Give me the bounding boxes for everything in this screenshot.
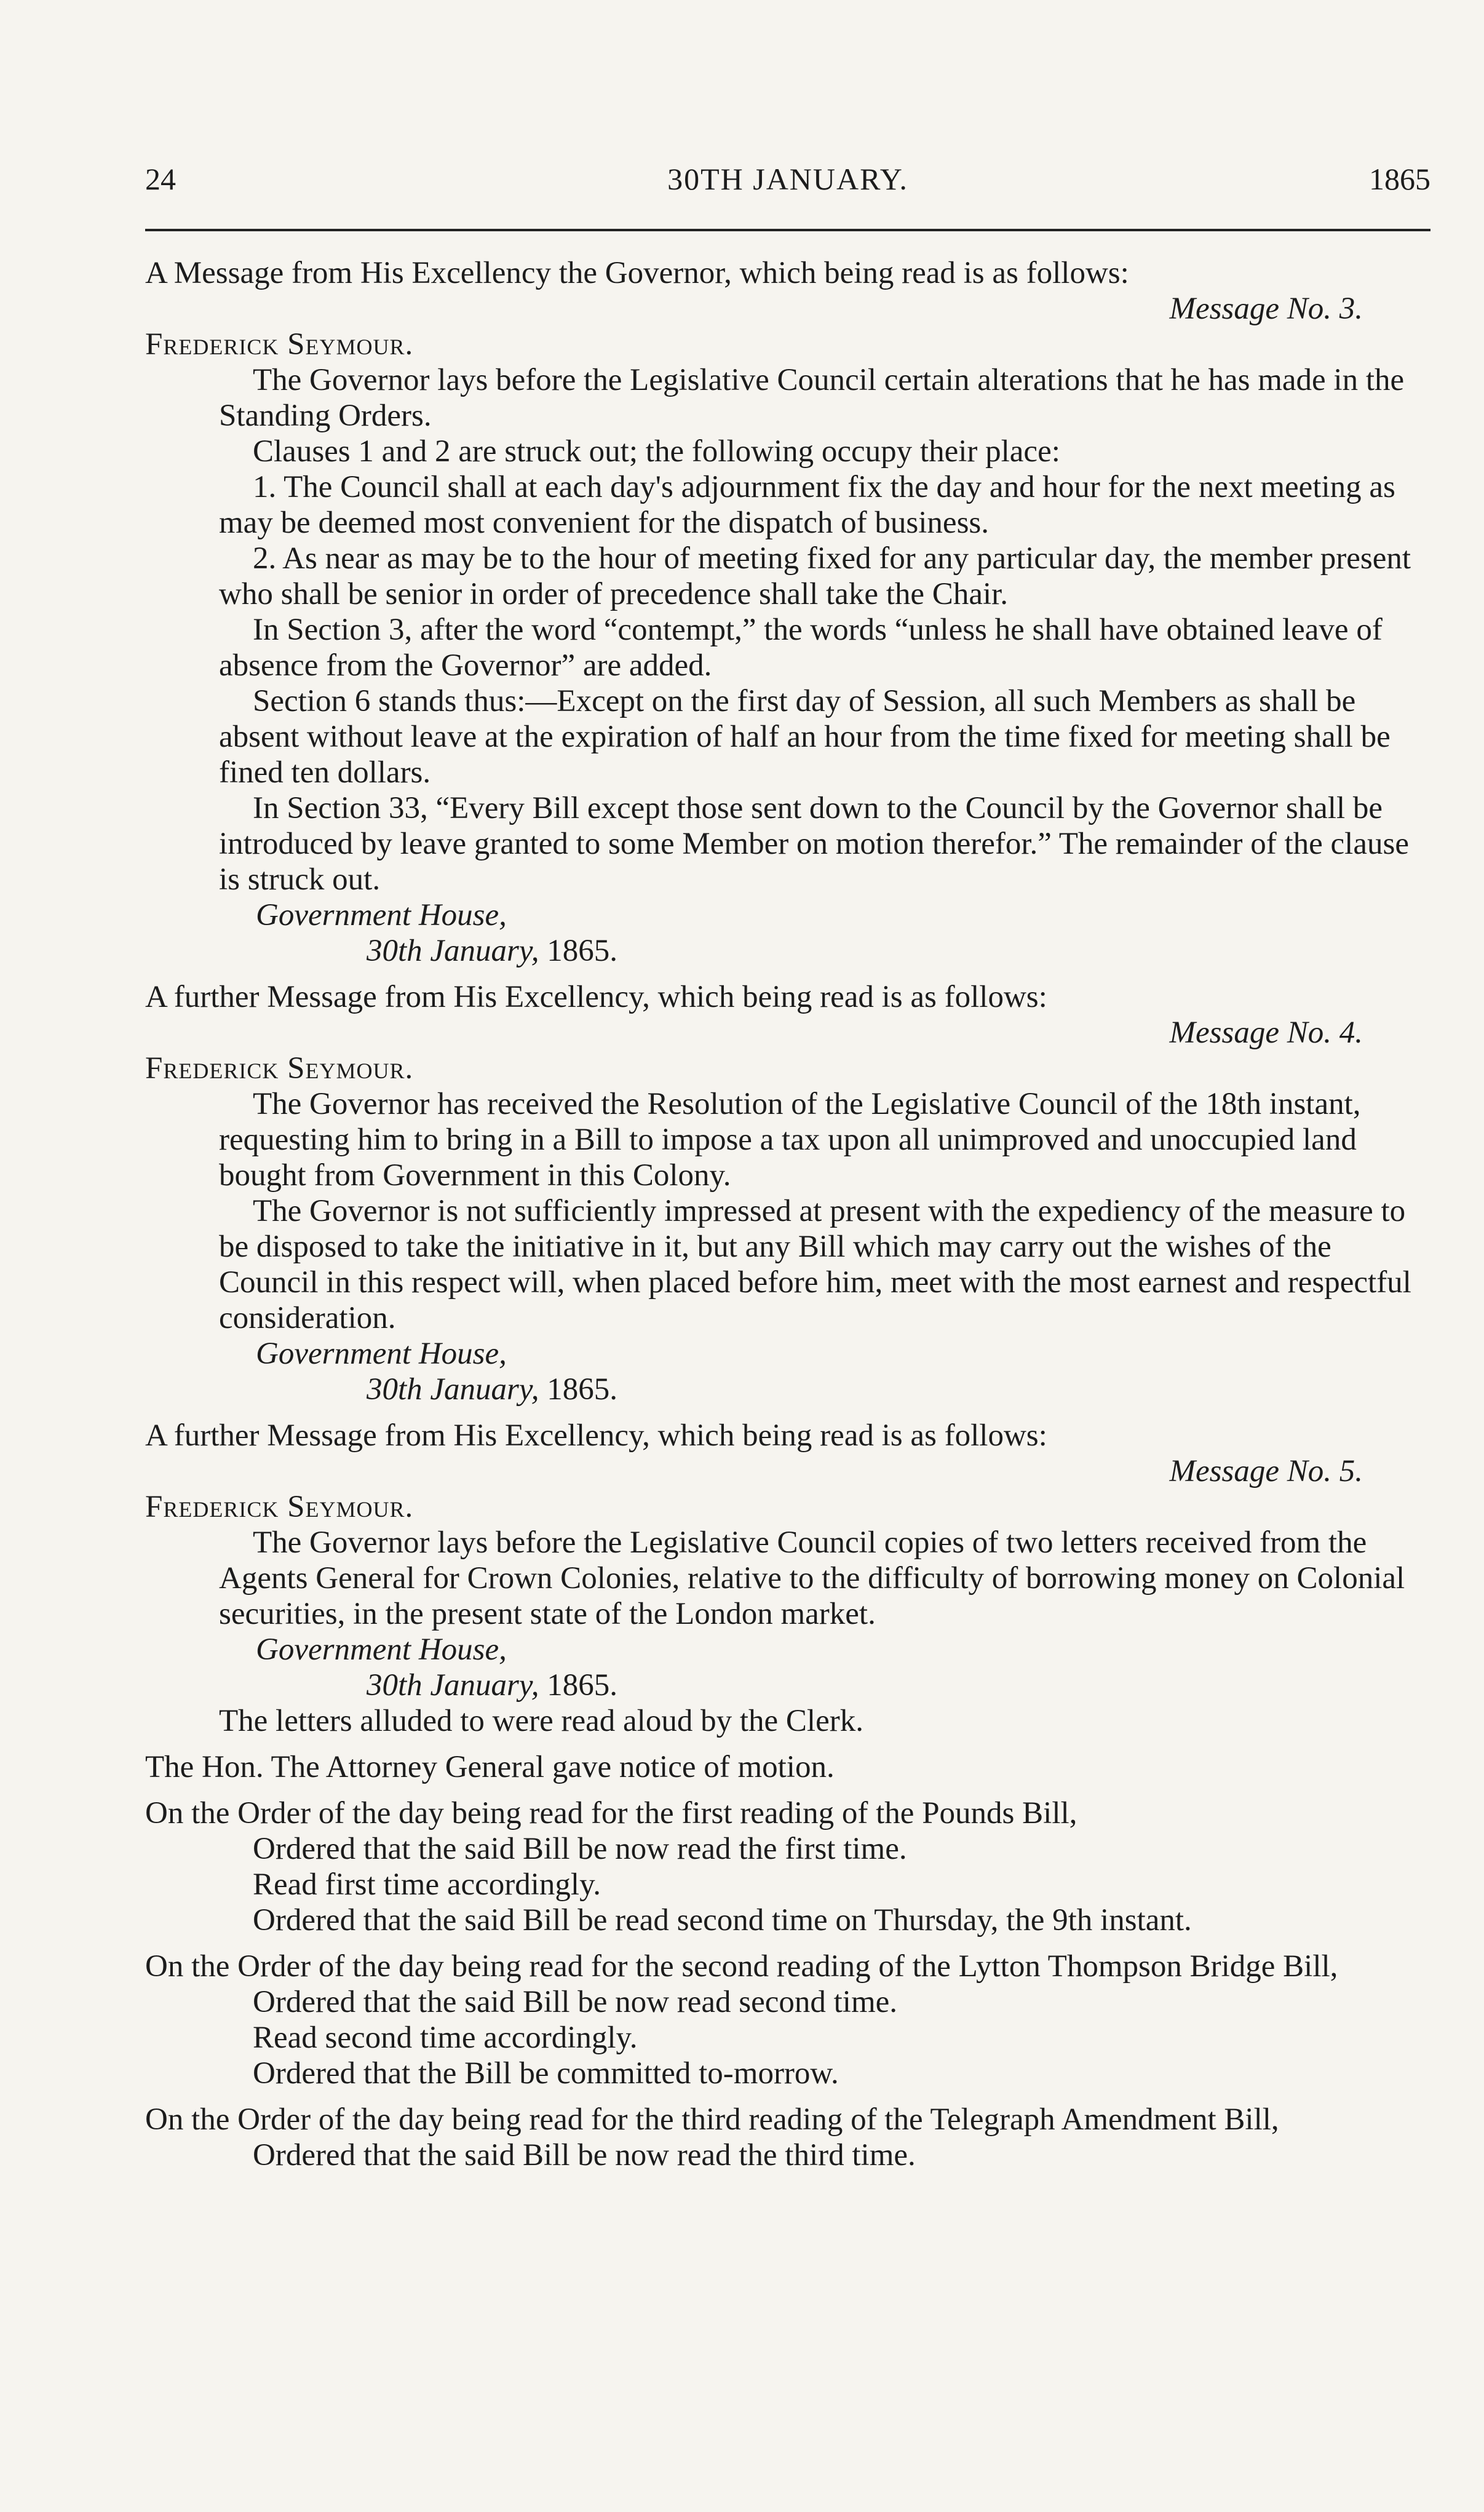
order-heading: On the Order of the day being read for the third reading of the Telegraph Amendment Bill, <box>145 2102 1279 2137</box>
header-rule <box>145 229 1430 231</box>
date-day: 30th January, <box>367 1372 539 1407</box>
message-paragraph: The Governor has received the Resolution of the Legislative Council of the 18th instant, requesting him to bring in a Bill to impose a tax upon all unimproved and unoccupied land bought from Government in this Colony. <box>219 1087 1361 1193</box>
date-day: 30th January, <box>367 934 539 968</box>
message-intro: A further Message from His Excellency, which being read is as follows: <box>145 1418 1047 1453</box>
message-paragraph: Clauses 1 and 2 are struck out; the following occupy their place: <box>253 434 1060 469</box>
signature: Frederick Seymour. <box>145 327 414 362</box>
message-ref: Message No. 3. <box>1169 292 1363 326</box>
order-line: Read second time accordingly. <box>253 2021 638 2055</box>
message-paragraph: The Governor lays before the Legislative Council copies of two letters received from the Agents General for Crown Colonies, relative to the difficulty of borrowing money on Colonial securities, in the present state of the London market. <box>219 1525 1405 1631</box>
notice-text: The Hon. The Attorney General gave notice of motion. <box>145 1750 835 1784</box>
date-line <box>145 933 1430 969</box>
page-title: 30TH JANUARY. <box>667 162 908 196</box>
order-heading: On the Order of the day being read for the second reading of the Lytton Thompson Bridge Bill, <box>145 1949 1338 1984</box>
message-paragraph: Section 6 stands thus:—Except on the first day of Session, all such Members as shall be absent without leave at the expiration of half an hour from the time fixed for meeting shall be fined ten dollars. <box>219 684 1391 790</box>
notice-of-motion <box>145 1749 1430 1785</box>
message-paragraph: In Section 3, after the word “contempt,” the words “unless he shall have obtained leave of absence from the Governor” are added. <box>219 613 1383 683</box>
telegraph-bill-entry <box>145 2102 1430 2173</box>
message-ref: Message No. 4. <box>1169 1016 1363 1050</box>
place-line: Government House, <box>256 1632 507 1667</box>
lytton-bill-entry <box>145 1949 1430 2091</box>
order-line: Ordered that the Bill be committed to-morrow. <box>253 2056 839 2091</box>
running-header <box>145 161 1430 204</box>
date-day: 30th January, <box>367 1668 539 1703</box>
date-year: 1865. <box>547 1668 617 1703</box>
order-line: Ordered that the said Bill be now read the first time. <box>253 1832 907 1866</box>
message-ref: Message No. 5. <box>1169 1454 1363 1489</box>
order-line: Ordered that the said Bill be now read second time. <box>253 1985 898 2019</box>
signature: Frederick Seymour. <box>145 1051 414 1086</box>
order-line: Ordered that the said Bill be now read the third time. <box>253 2138 916 2172</box>
header-year: 1865 <box>1369 162 1430 196</box>
order-heading: On the Order of the day being read for the first reading of the Pounds Bill, <box>145 1796 1077 1830</box>
order-line: Read first time accordingly. <box>253 1867 601 1902</box>
date-line <box>145 1667 1430 1703</box>
place-line: Government House, <box>256 898 507 932</box>
message-5 <box>145 1418 1430 1739</box>
message-paragraph: 1. The Council shall at each day's adjournment fix the day and hour for the next meeting as may be deemed most convenient for the dispatch of business. <box>219 470 1395 540</box>
message-paragraph: 2. As near as may be to the hour of meeting fixed for any particular day, the member present who shall be senior in order of precedence shall take the Chair. <box>219 541 1411 611</box>
message-intro: A further Message from His Excellency, which being read is as follows: <box>145 980 1047 1014</box>
message-paragraph: The Governor lays before the Legislative Council certain alterations that he has made in the Standing Orders. <box>219 363 1405 433</box>
signature: Frederick Seymour. <box>145 1490 414 1524</box>
message-paragraph: In Section 33, “Every Bill except those sent down to the Council by the Governor shall be introduced by leave granted to some Member on motion therefor.” The remainder of the clause is struck out. <box>219 791 1409 897</box>
date-year: 1865. <box>547 1372 617 1407</box>
date-year: 1865. <box>547 934 617 968</box>
order-line: Ordered that the said Bill be read second time on Thursday, the 9th instant. <box>253 1903 1192 1938</box>
pounds-bill-entry <box>145 1795 1430 1938</box>
clerk-note: The letters alluded to were read aloud by the Clerk. <box>219 1704 863 1738</box>
place-line: Government House, <box>256 1337 507 1371</box>
page-body <box>145 255 1430 2184</box>
message-intro: A Message from His Excellency the Governor, which being read is as follows: <box>145 256 1129 290</box>
message-4 <box>145 979 1430 1407</box>
message-3 <box>145 255 1430 969</box>
message-paragraph: The Governor is not sufficiently impressed at present with the expediency of the measure to be disposed to take the initiative in it, but any Bill which may carry out the wishes of the Council in this respect will, when placed before him, meet with the most earnest and respectful consideration. <box>219 1194 1411 1335</box>
date-line <box>145 1372 1430 1407</box>
page-number: 24 <box>145 162 176 196</box>
